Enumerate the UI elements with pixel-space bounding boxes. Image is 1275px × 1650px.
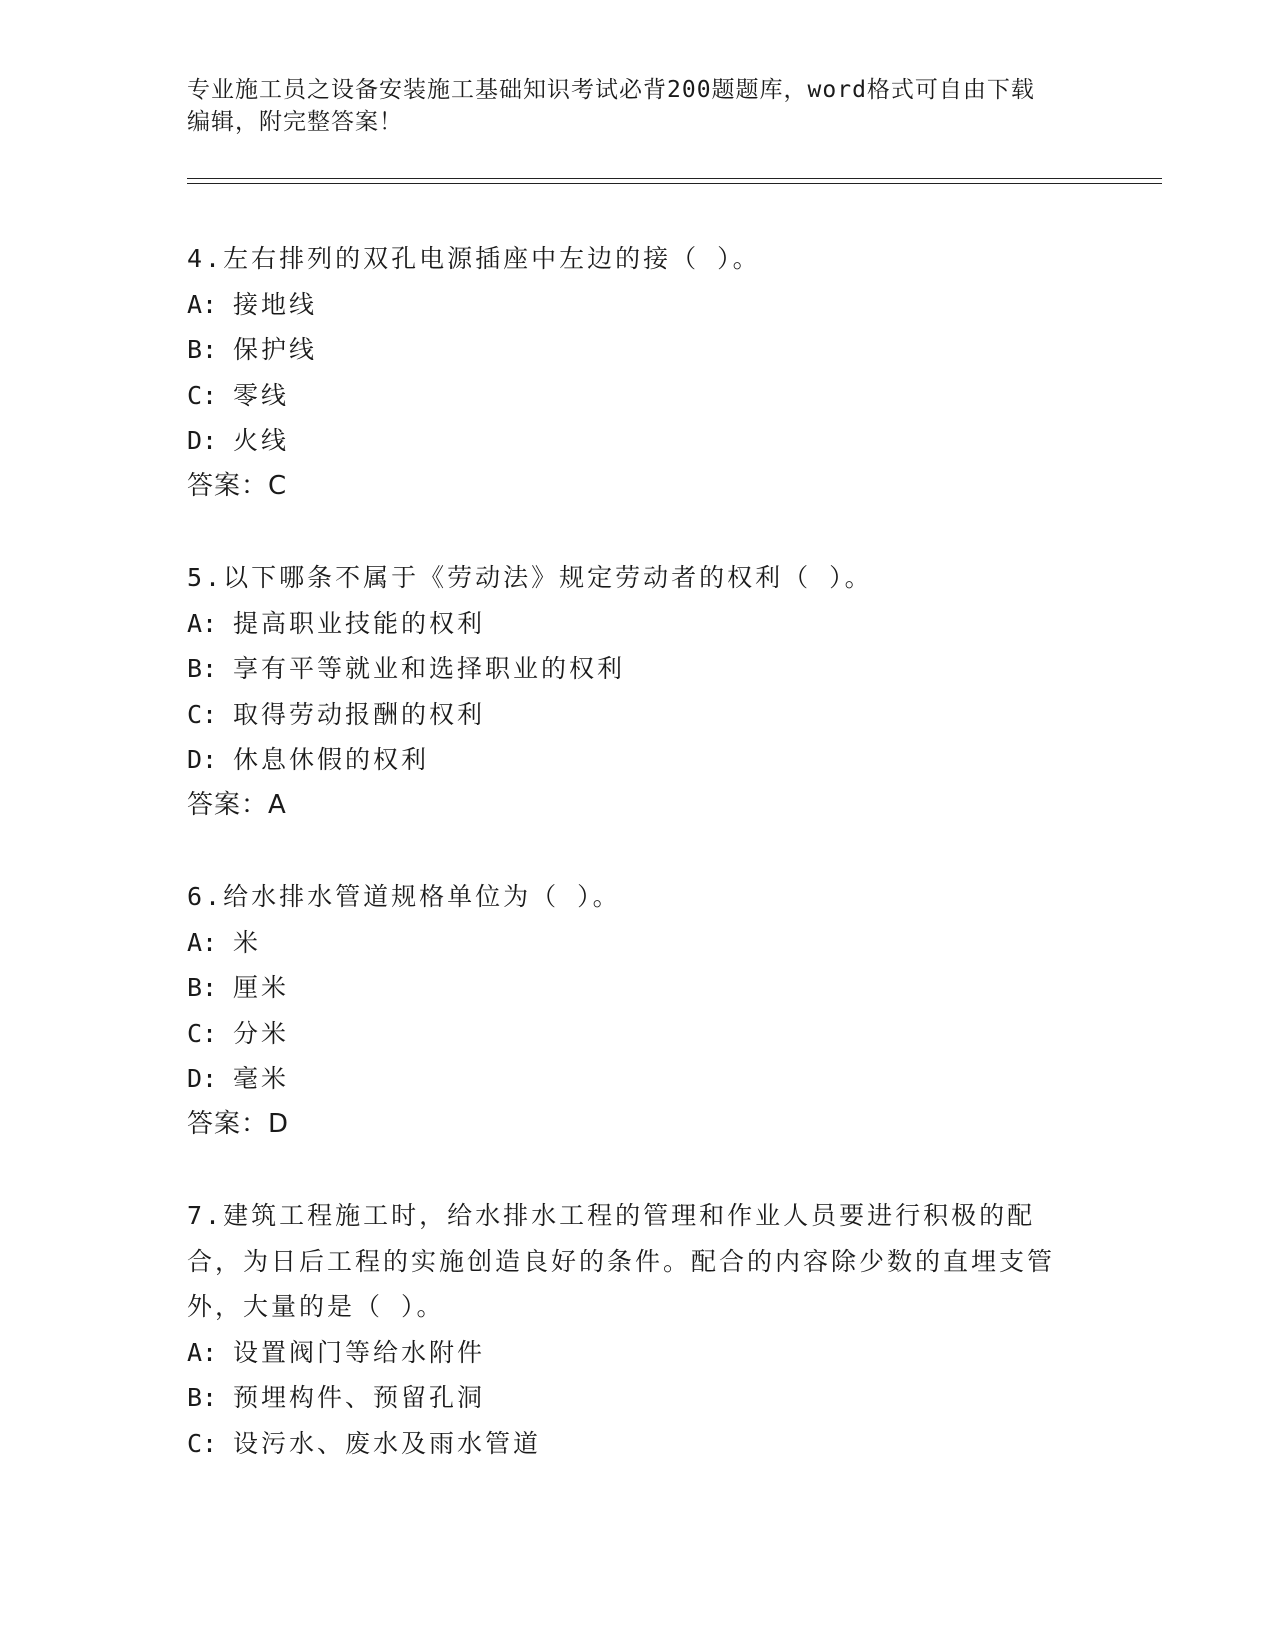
option-key: B: — [187, 1383, 218, 1412]
header-line-1: 专业施工员之设备安装施工基础知识考试必背200题题库，word格式可自由下载 — [187, 77, 1035, 103]
question-stem: 4.左右排列的双孔电源插座中左边的接（ ）。 — [187, 244, 761, 273]
option-text: 接地线 — [233, 289, 318, 319]
option-a — [187, 601, 1087, 647]
option-b — [187, 965, 1087, 1011]
option-key: C: — [187, 1018, 218, 1048]
option-key: C: — [187, 380, 218, 410]
option-c — [187, 1011, 1087, 1057]
option-key: D: — [187, 1064, 218, 1093]
option-text: 取得劳动报酬的权利 — [233, 699, 486, 729]
question-stem: 7.建筑工程施工时，给水排水工程的管理和作业人员要进行积极的配合，为日后工程的实施创造良好的条件。配合的内容除少数的直埋支管外，大量的是（ ）。 — [187, 1201, 1056, 1321]
option-key: D: — [187, 745, 218, 774]
header-line-2: 编辑，附完整答案！ — [187, 109, 403, 135]
option-text: 保护线 — [233, 335, 318, 364]
header-divider — [187, 178, 1162, 184]
option-text: 厘米 — [233, 973, 290, 1002]
question-list — [187, 236, 1087, 1512]
option-text: 米 — [233, 927, 262, 957]
question-7 — [187, 1193, 1087, 1466]
option-key: D: — [187, 426, 218, 455]
option-a — [187, 282, 1087, 328]
option-key: A: — [187, 1337, 218, 1367]
question-5 — [187, 555, 1087, 828]
option-text: 设置阀门等给水附件 — [233, 1337, 486, 1367]
option-text: 休息休假的权利 — [233, 745, 430, 774]
option-d — [187, 737, 1087, 783]
option-b — [187, 1375, 1087, 1421]
question-stem: 6.给水排水管道规格单位为（ ）。 — [187, 882, 621, 911]
option-d — [187, 418, 1087, 464]
question-stem: 5.以下哪条不属于《劳动法》规定劳动者的权利（ ）。 — [187, 563, 873, 592]
option-text: 设污水、废水及雨水管道 — [233, 1428, 542, 1458]
option-key: A: — [187, 289, 218, 319]
option-text: 预埋构件、预留孔洞 — [233, 1383, 486, 1412]
option-key: B: — [187, 654, 218, 683]
option-key: C: — [187, 1428, 218, 1458]
option-b — [187, 646, 1087, 692]
answer-line: 答案：C — [187, 470, 288, 501]
option-text: 享有平等就业和选择职业的权利 — [233, 654, 626, 683]
option-text: 提高职业技能的权利 — [233, 608, 486, 638]
option-text: 零线 — [233, 380, 290, 410]
document-header — [187, 74, 1067, 138]
option-d — [187, 1056, 1087, 1102]
option-key: A: — [187, 608, 218, 638]
option-key: B: — [187, 335, 218, 364]
option-key: C: — [187, 699, 218, 729]
option-b — [187, 327, 1087, 373]
option-text: 分米 — [233, 1018, 290, 1048]
option-c — [187, 1421, 1087, 1467]
option-text: 火线 — [233, 426, 290, 455]
question-4 — [187, 236, 1087, 509]
option-text: 毫米 — [233, 1064, 290, 1093]
answer-line: 答案：D — [187, 1108, 290, 1139]
option-key: B: — [187, 973, 218, 1002]
option-c — [187, 692, 1087, 738]
answer-line: 答案：A — [187, 789, 287, 820]
option-key: A: — [187, 927, 218, 957]
option-c — [187, 373, 1087, 419]
option-a — [187, 920, 1087, 966]
option-a — [187, 1330, 1087, 1376]
question-6 — [187, 874, 1087, 1147]
